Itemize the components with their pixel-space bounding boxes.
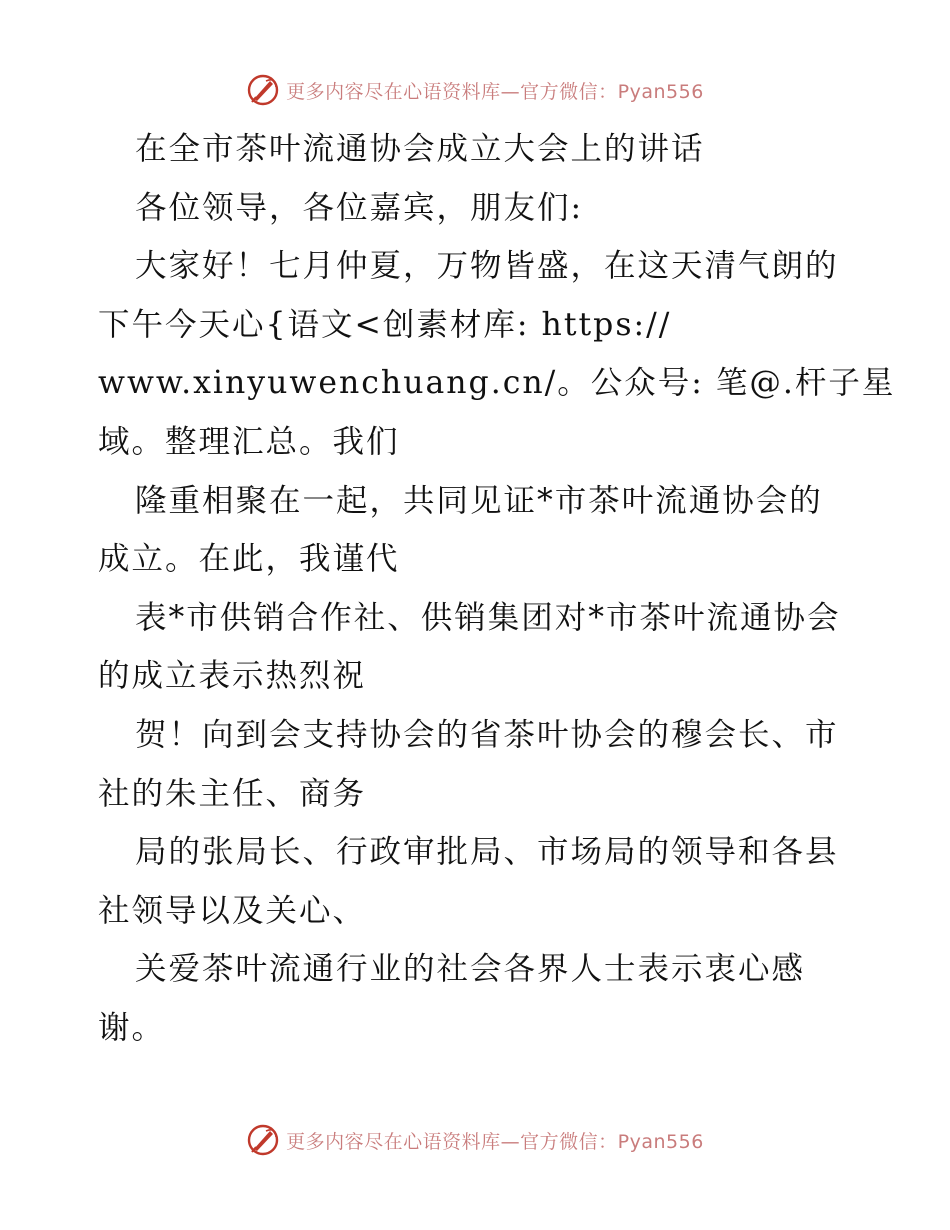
- paragraph-line: 大家好！七月仲夏，万物皆盛，在这天清气朗的: [135, 248, 839, 285]
- paragraph-line: 成立。在此，我谨代: [98, 541, 400, 578]
- paragraph-line: 的成立表示热烈祝: [98, 658, 367, 695]
- paragraph-line: 社领导以及关心、: [98, 892, 367, 929]
- paragraph-line: 局的张局长、行政审批局、市场局的领导和各县: [135, 834, 839, 871]
- paragraph-line: www.xinyuwenchuang.cn/。公众号: 笔@.杆子星: [98, 365, 896, 402]
- document-body: [98, 120, 896, 1058]
- footer-banner-text: 更多内容尽在心语资料库—官方微信：Pyan556: [286, 1130, 704, 1153]
- salutation: 各位领导，各位嘉宾，朋友们:: [135, 189, 584, 226]
- quill-pen-logo-icon: [246, 1123, 280, 1157]
- paragraph-line: 表*市供销合作社、供销集团对*市茶叶流通协会: [135, 599, 841, 636]
- quill-pen-logo-icon: [246, 73, 280, 107]
- footer-banner: [0, 1122, 950, 1158]
- document-title: 在全市茶叶流通协会成立大会上的讲话: [135, 131, 705, 167]
- header-banner: [0, 72, 950, 108]
- paragraph-line: 社的朱主任、商务: [98, 775, 367, 812]
- paragraph-line: 域。整理汇总。我们: [98, 423, 400, 460]
- paragraph-line: 关爱茶叶流通行业的社会各界人士表示衷心感: [135, 951, 806, 988]
- paragraph-line: 谢。: [98, 1009, 166, 1046]
- paragraph-line: 隆重相聚在一起，共同见证*市茶叶流通协会的: [135, 482, 823, 519]
- header-banner-text: 更多内容尽在心语资料库—官方微信：Pyan556: [286, 80, 704, 103]
- paragraph-line: 贺！向到会支持协会的省茶叶协会的穆会长、市: [135, 716, 839, 753]
- paragraph-line: 下午今天心{语文<创素材库: https://: [98, 306, 672, 343]
